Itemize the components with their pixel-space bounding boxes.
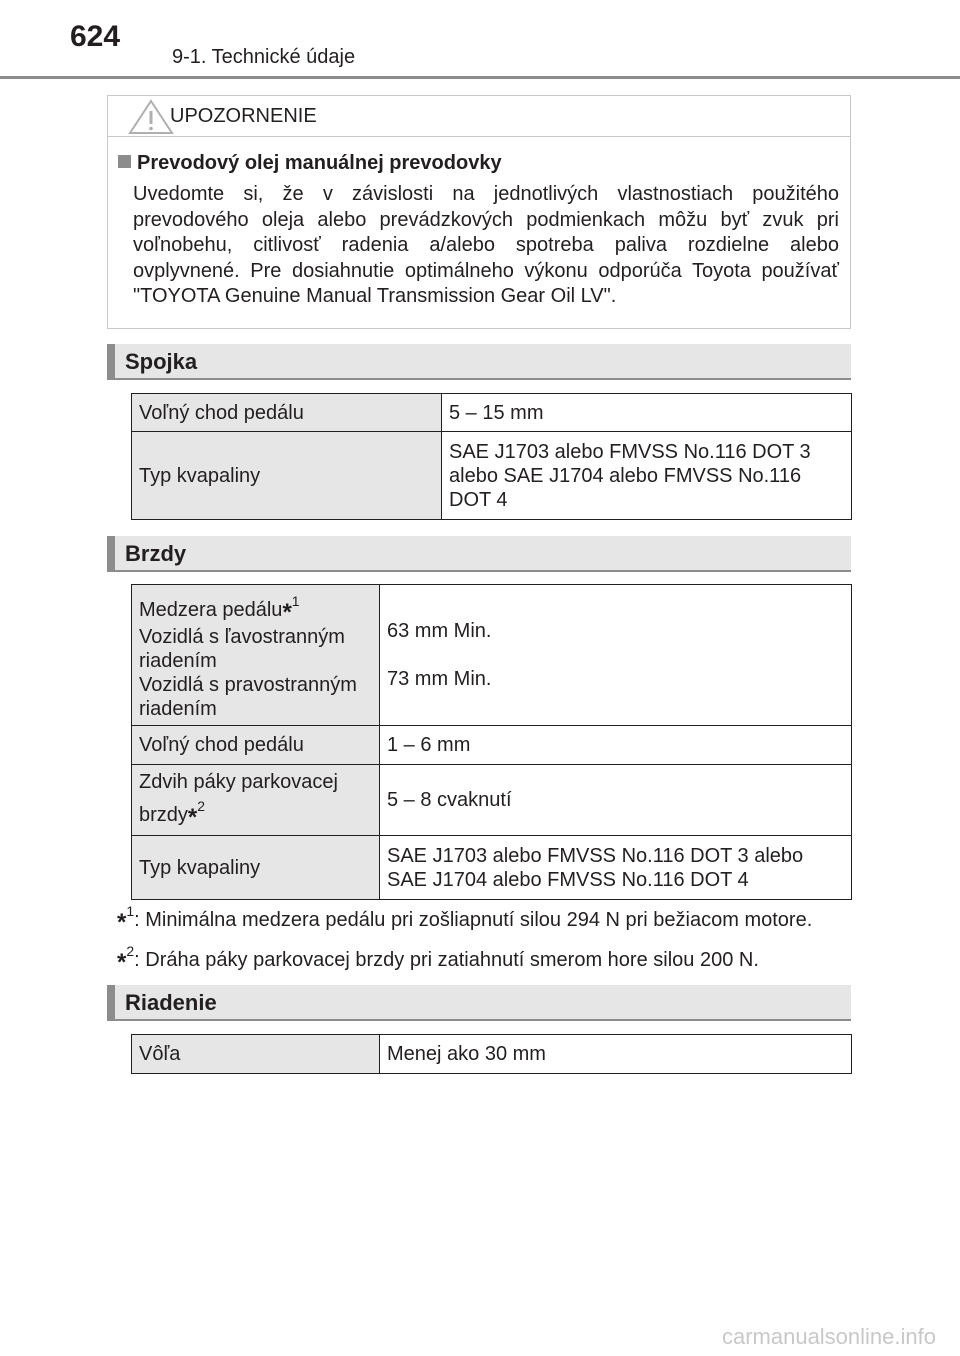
spec-value: 5 – 8 cvaknutí [380, 765, 852, 836]
footnote-text: : Minimálna medzera pedálu pri zošliapnutí silou 294 N pri bežiacom motore. [134, 909, 813, 931]
footnote-2 [117, 943, 759, 977]
parking-lever-text: Zdvih páky parkovacej brzdy [139, 771, 338, 826]
footnote-number: 2 [126, 943, 135, 959]
footnote-mark: * [282, 599, 292, 626]
footnote-text: : Dráha páky parkovacej brzdy pri zatiahnutí smerom hore silou 200 N. [134, 949, 759, 971]
spec-value: SAE J1703 alebo FMVSS No.116 DOT 3 alebo SAE J1704 alebo FMVSS No.116 DOT 4 [380, 836, 852, 900]
spec-key: Voľný chod pedálu [132, 726, 380, 765]
spec-value: 1 – 6 mm [380, 726, 852, 765]
section-title-spojka: Spojka [125, 349, 198, 374]
warning-label: UPOZORNENIE [170, 105, 317, 127]
spec-value: 5 – 15 mm [442, 394, 852, 432]
table-row [132, 585, 852, 726]
warning-box [107, 95, 851, 329]
table-row [132, 765, 852, 836]
section-riadenie [107, 985, 851, 1021]
spec-key: Voľný chod pedálu [132, 394, 442, 432]
footnote-ref: 2 [197, 798, 206, 814]
spec-key: Vôľa [132, 1035, 380, 1074]
brzdy-table [131, 584, 852, 900]
spec-key: Typ kvapaliny [132, 432, 442, 520]
spojka-table [131, 393, 852, 520]
footnote-ref: 1 [291, 593, 300, 609]
pedal-clearance-label [132, 585, 380, 726]
warning-text: Uvedomte si, že v závislosti na jednotlivých vlastnostiach použitého prevodového oleja alebo prevádzkových podmienkach môžu byť zvuk pri voľnobehu, citlivosť radenia a/alebo spotreba paliva rozdielne alebo ovplyvnené. Pre dosiahnutie optimálneho výkonu odporúča Toyota používať "TOYOTA Genuine Manual Transmission Gear Oil LV". [133, 183, 839, 307]
lhd-value: 63 mm Min. [387, 620, 492, 642]
header-rule [0, 76, 960, 79]
section-title-riadenie: Riadenie [125, 990, 217, 1015]
section-brzdy [107, 536, 851, 572]
rhd-value: 73 mm Min. [387, 668, 492, 690]
page-number: 624 [70, 20, 121, 53]
warning-subheading-text: Prevodový olej manuálnej prevodovky [137, 152, 502, 174]
parking-lever-label [132, 765, 380, 836]
watermark: carmanualsonline.info [721, 1324, 936, 1349]
footnote-mark: * [117, 909, 127, 936]
spec-key: Typ kvapaliny [132, 836, 380, 900]
footnote-number: 1 [126, 903, 135, 919]
table-row [132, 394, 852, 432]
rhd-label: Vozidlá s pravostranným riadením [139, 674, 357, 720]
pedal-clearance-values [380, 585, 852, 726]
footnote-1 [117, 903, 812, 937]
table-row [132, 432, 852, 520]
page-header [0, 0, 960, 80]
table-row [132, 1035, 852, 1074]
section-spojka [107, 344, 851, 380]
table-row [132, 836, 852, 900]
footnote-mark: * [117, 949, 127, 976]
section-title-brzdy: Brzdy [125, 541, 187, 566]
lhd-label: Vozidlá s ľavostranným riadením [139, 626, 345, 672]
riadenie-table [131, 1034, 852, 1074]
warning-subheading [118, 152, 502, 175]
spec-value: SAE J1703 alebo FMVSS No.116 DOT 3 alebo SAE J1704 alebo FMVSS No.116 DOT 4 [442, 432, 852, 520]
spec-value: Menej ako 30 mm [380, 1035, 852, 1074]
footnote-mark: * [187, 804, 198, 831]
table-row [132, 726, 852, 765]
chapter-title: 9-1. Technické údaje [172, 46, 356, 68]
square-bullet-icon [118, 155, 131, 168]
warning-header [108, 96, 850, 137]
pedal-clearance-title: Medzera pedálu [139, 599, 283, 621]
warning-triangle-icon [128, 99, 174, 135]
